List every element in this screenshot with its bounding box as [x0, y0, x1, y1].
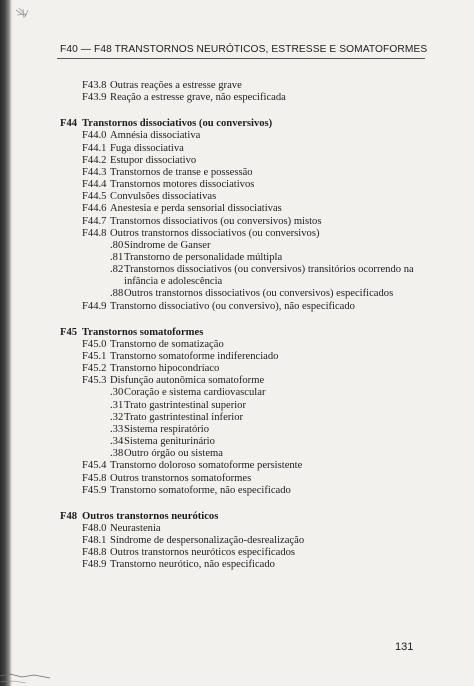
code-description: Síndrome de despersonalização-desrealização — [110, 535, 305, 547]
code-description: Disfunção autonômica somatoforme — [110, 375, 265, 387]
code-description: Outros transtornos somatoformes — [110, 472, 252, 484]
code-description: Transtorno somatoforme indiferenciado — [110, 351, 279, 362]
code-label: F44.0 — [82, 130, 107, 142]
code-label: .33 — [110, 423, 124, 435]
code-label: F43.8 — [82, 80, 107, 91]
code-label: .88 — [110, 288, 124, 300]
code-description: Transtornos de transe e possessão — [110, 166, 253, 178]
running-header: F40 — F48 TRANSTORNOS NEURÓTICOS, ESTRESSE E SOMATOFORMES — [60, 44, 428, 55]
code-description: Transtorno neurótico, não especificado — [110, 559, 275, 571]
code-description: Transtorno de personalidade múltipla — [124, 251, 283, 263]
code-label: .31 — [110, 399, 124, 411]
page-binding-shadow — [0, 0, 12, 686]
code-label: F44.8 — [82, 227, 107, 239]
code-description: Transtorno dissociativo (ou conversivo), não especificado — [110, 300, 355, 312]
code-description: Outras reações a estresse grave — [110, 80, 242, 91]
code-label: F45.9 — [82, 484, 107, 496]
code-label: F44.3 — [82, 166, 107, 178]
code-label: F48 — [60, 510, 78, 522]
code-description: Transtornos dissociativos (ou conversivos) transitórios ocorrendo na — [124, 264, 414, 276]
code-label: F45.1 — [82, 351, 107, 362]
code-description: Anestesia e perda sensorial dissociativas — [110, 203, 282, 215]
code-description: Transtornos dissociativos (ou conversivos) mistos — [110, 215, 322, 227]
code-label: F45.3 — [82, 375, 107, 387]
code-label: .80 — [110, 239, 124, 251]
code-description: Transtorno somatoforme, não especificado — [110, 484, 291, 496]
code-label: F45.8 — [82, 472, 107, 484]
code-description: Coração e sistema cardiovascular — [124, 387, 266, 399]
code-label: F43.9 — [82, 92, 107, 104]
header-rule — [57, 58, 425, 59]
code-description: Transtorno de somatização — [110, 338, 224, 350]
code-description: Outro órgão ou sistema — [124, 448, 223, 460]
code-description: Estupor dissociativo — [110, 154, 197, 166]
code-label: F44.2 — [82, 154, 107, 166]
code-description: Trato gastrintestinal inferior — [124, 411, 244, 423]
code-label: .32 — [110, 411, 124, 423]
code-description: Reação a estresse grave, não especificada — [110, 92, 286, 104]
code-description: Sistema respiratório — [124, 423, 210, 435]
scan-speck-mark — [14, 6, 42, 24]
code-description: Transtornos motores dissociativos — [110, 179, 255, 191]
code-description: Trato gastrintestinal superior — [124, 399, 247, 411]
page-number: 131 — [395, 641, 414, 653]
code-label: F45.2 — [82, 363, 107, 375]
code-label: F44.4 — [82, 179, 107, 191]
code-label: F48.8 — [82, 547, 107, 559]
code-description: Outros transtornos dissociativos (ou conversivos) especificados — [124, 288, 394, 300]
code-description: infância e adolescência — [124, 276, 223, 288]
code-label: F48.9 — [82, 559, 107, 571]
code-label: .82 — [110, 264, 124, 276]
code-description: Outros transtornos neuróticos — [82, 510, 219, 522]
code-description: Amnésia dissociativa — [110, 130, 201, 142]
code-description: Transtornos somatoformes — [82, 326, 204, 338]
code-description: Síndrome de Ganser — [124, 239, 211, 251]
code-label: F45.0 — [82, 338, 107, 350]
code-label: F45.4 — [82, 460, 107, 472]
code-description: Convulsões dissociativas — [110, 191, 217, 203]
code-label: .30 — [110, 387, 124, 399]
code-label: F44.7 — [82, 215, 107, 227]
code-label: F44 — [60, 118, 78, 130]
code-label: F45 — [60, 326, 78, 338]
code-description: Sistema geniturinário — [124, 436, 215, 448]
code-description: Transtornos dissociativos (ou conversivos) — [82, 118, 273, 130]
code-description: Outros transtornos neuróticos especificados — [110, 547, 296, 559]
code-label: F44.6 — [82, 203, 107, 215]
code-label: F48.1 — [82, 535, 107, 547]
code-description: Transtorno doloroso somatoforme persistente — [110, 460, 303, 472]
code-label: F44.1 — [82, 142, 107, 154]
code-description: Neurastenia — [110, 522, 161, 534]
code-description: Outros transtornos dissociativos (ou conversivos) — [110, 227, 320, 239]
code-label: F48.0 — [82, 522, 107, 534]
code-label: F44.5 — [82, 191, 107, 203]
code-label: .34 — [110, 436, 124, 448]
code-description: Fuga dissociativa — [110, 142, 184, 154]
code-label: F44.9 — [82, 300, 107, 312]
code-label: .38 — [110, 448, 124, 460]
code-label: .81 — [110, 251, 124, 263]
code-description: Transtorno hipocondríaco — [110, 363, 220, 375]
scan-edge-mark — [0, 660, 60, 686]
